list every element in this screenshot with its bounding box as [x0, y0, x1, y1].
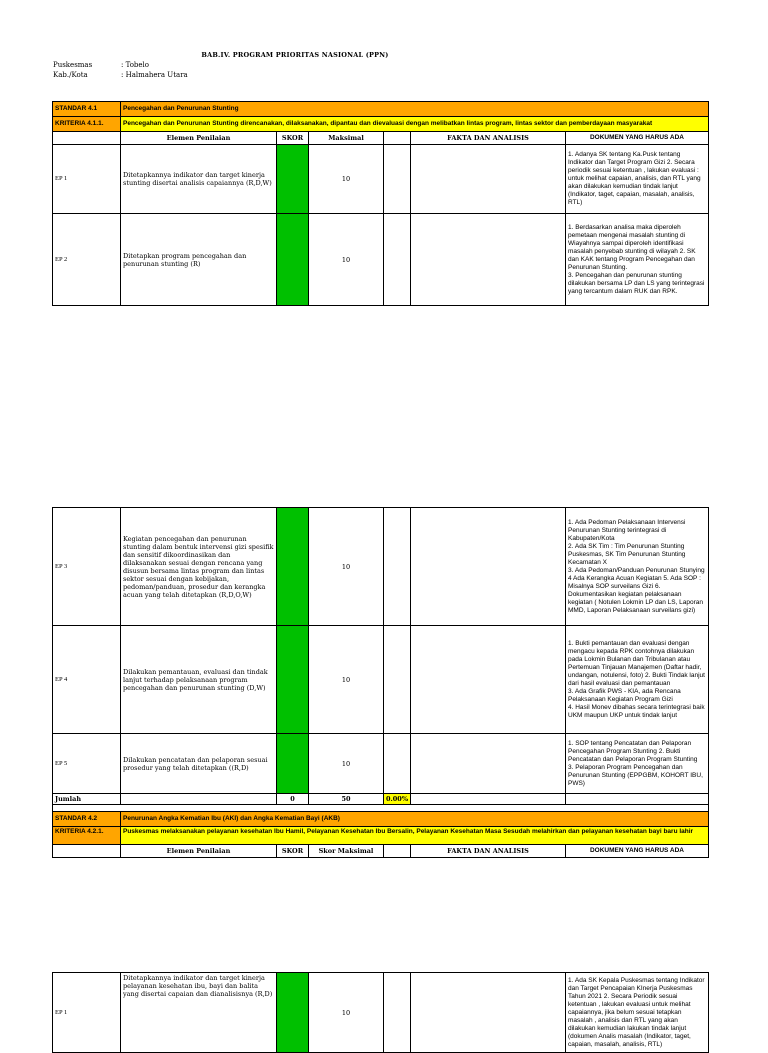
skor-cell[interactable]: [277, 734, 309, 794]
standar-4-1-table: [52, 101, 709, 306]
kriteria-row: [53, 827, 709, 845]
kriteria-code: KRITERIA 4.1.1.: [53, 117, 121, 132]
ep-elemen: Ditetapkannya indikator dan target kinerja pelayanan kesehatan ibu, bayi dan balita yang disertai capaian dan dianalisisnya (R,D): [121, 973, 277, 1053]
header-row: [53, 845, 709, 858]
kriteria-code: KRITERIA 4.2.1.: [53, 827, 121, 845]
nilai-cell[interactable]: [384, 734, 411, 794]
ep-docs: 1. Berdasarkan analisa maka diperoleh pemetaan mengenai masalah stunting di Wiayahnya sampai diperoleh identifikasi masalah penyebab stunting di wilayah 2. SK dan KAK tentang Program Pencegahan dan Penurunan Stunting. 3. Pencegahan dan penurunan stunting dilakukan bersama LP dan LS yang terintegrasi yang tercantum dalam RUK dan RPK.: [566, 214, 709, 306]
kriteria-text: Puskesmas melaksanakan pelayanan kesehatan Ibu Hamil, Pelayanan Kesehatan Ibu Bersalin, Pelayanan Kesehatan Masa Sesudah melahirkan dan pelayanan kesehatan bayi baru lahir: [121, 827, 709, 845]
table-row: [53, 508, 709, 626]
ep-max: 10: [309, 214, 384, 306]
nilai-cell[interactable]: [384, 214, 411, 306]
ep-code: EP 4: [53, 626, 121, 734]
jumlah-skor: 0: [277, 794, 309, 805]
fakta-cell[interactable]: [411, 973, 566, 1053]
fakta-cell[interactable]: [411, 734, 566, 794]
ep-max: 10: [309, 973, 384, 1053]
header-dokumen: DOKUMEN YANG HARUS ADA: [566, 845, 709, 858]
ep-max: 10: [309, 145, 384, 214]
header-row: [53, 132, 709, 145]
header-fakta: FAKTA DAN ANALISIS: [411, 132, 566, 145]
ep-code: EP 3: [53, 508, 121, 626]
table-row: [53, 734, 709, 794]
ep-max: 10: [309, 734, 384, 794]
kriteria-text: Pencegahan dan Penurunan Stunting direncanakan, dilaksanakan, dipantau dan dievaluasi dengan melibatkan lintas program, lintas sektor dan pemberdayaan masyarakat: [121, 117, 709, 132]
jumlah-label: Jumlah: [53, 794, 121, 805]
header-skor-maksimal: Skor Maksimal: [309, 845, 384, 858]
header-fakta: FAKTA DAN ANALISIS: [411, 845, 566, 858]
ep-max: 10: [309, 626, 384, 734]
meta-puskesmas: [53, 61, 149, 69]
ep-docs: 1. Adanya SK tentang Ka.Pusk tentang Indikator dan Target Program Gizi 2. Secara periodik sesuai ketentuan , lakukan evaluasi : untuk melihat capaian, analisis, dan RTL yang akan dilakukan kemudian tindak lanjut (Indikator, taget, capaian, masalah, analisis, RTL): [566, 145, 709, 214]
kab-label: Kab./Kota: [53, 71, 88, 79]
skor-cell[interactable]: [277, 145, 309, 214]
skor-cell[interactable]: [277, 214, 309, 306]
jumlah-max: 50: [309, 794, 384, 805]
table-row: [53, 145, 709, 214]
fakta-cell[interactable]: [411, 508, 566, 626]
ep-code: EP 1: [53, 145, 121, 214]
kriteria-row: [53, 117, 709, 132]
nilai-cell[interactable]: [384, 973, 411, 1053]
kab-value: : Halmahera Utara: [121, 71, 188, 79]
standar-text: Penurunan Angka Kematian Ibu (AKI) dan Angka Kematian Bayi (AKB): [121, 812, 709, 827]
nilai-cell[interactable]: [384, 508, 411, 626]
ep-elemen: Ditetapkannya indikator dan target kinerja stunting disertai analisis capaiannya (R,D,W): [121, 145, 277, 214]
table-row: [53, 214, 709, 306]
ep-elemen: Kegiatan pencegahan dan penurunan stunting dalam bentuk intervensi gizi spesifik dan sensitif dikoordinasikan dan dilaksanakan sesuai dengan rencana yang disusun bersama lintas program dan lintas sektor sesuai dengan kebijakan, pedoman/panduan, prosedur dan kerangka acuan yang telah ditetapkan (R,D,O,W): [121, 508, 277, 626]
standar-code: STANDAR 4.2: [53, 812, 121, 827]
jumlah-row: [53, 794, 709, 805]
nilai-cell[interactable]: [384, 145, 411, 214]
puskesmas-label: Puskesmas: [53, 61, 93, 69]
page-title: BAB.IV. PROGRAM PRIORITAS NASIONAL (PPN): [201, 51, 389, 59]
ep-code: EP 1: [53, 973, 121, 1053]
header-skor: SKOR: [277, 132, 309, 145]
skor-cell[interactable]: [277, 508, 309, 626]
ep-docs: 1. Ada Pedoman Pelaksanaan Intervensi Penurunan Stunting terintegrasi di Kabupaten/Kota 2. Ada SK Tim : Tim Penurunan Stunting Puskesmas, SK Tim Penurunan Stunting Kecamatan X 3. Ada Pedoman/Panduan Penurunan Stunying 4 Ada Kerangka Acuan Kegiatan 5. Ada SOP : Misalnya SOP surveilans Gizi 6. Dokumentasikan kegiatan pelaksanaan kegiatan ( Notulen Lokmin LP dan LS, Laporan MMD, Laporan Pelaksanaan surveilans gizi): [566, 508, 709, 626]
ep-elemen: Dilakukan pemantauan, evaluasi dan tindak lanjut terhadap pelaksanaan program pencegahan dan penurunan stunting (D,W): [121, 626, 277, 734]
skor-cell[interactable]: [277, 626, 309, 734]
table-row: [53, 973, 709, 1053]
nilai-cell[interactable]: [384, 626, 411, 734]
standar-row: [53, 812, 709, 827]
header-dokumen: DOKUMEN YANG HARUS ADA: [566, 132, 709, 145]
meta-kab: [53, 71, 188, 79]
table-row: [53, 626, 709, 734]
ep-max: 10: [309, 508, 384, 626]
ep-docs: 1. SOP tentang Pencatatan dan Pelaporan Pencegahan Program Stunting 2. Bukti Pencatatan dan Pelaporan Program Stunting 3. Pelaporan Program Pencegahan dan Penurunan Stunting (EPPGBM, KOHORT IBU, PWS): [566, 734, 709, 794]
standar-text: Pencegahan dan Penurunan Stunting: [121, 102, 709, 117]
standar-4-1-table-cont: [52, 507, 709, 858]
ep-docs: 1. Ada SK Kepala Puskesmas tentang Indikator dan Target Pencapaian KInerja Puskesmas Tahun 2021 2. Secara Periodik sesuai ketentuan , lakukan evaluasi untuk melihat capaiannya, jika belum sesuai tetapkan masalah , analisis dan RTL yang akan dilakukan kemudian lakukan tindak lanjut (dokumen Analis masalah (Indikator, taget, capaian, masalah, analisis, RTL): [566, 973, 709, 1053]
ep-elemen: Ditetapkan program pencegahan dan penurunan stunting (R): [121, 214, 277, 306]
standar-row: [53, 102, 709, 117]
fakta-cell[interactable]: [411, 145, 566, 214]
header-elemen: Elemen Penilaian: [121, 845, 277, 858]
fakta-cell[interactable]: [411, 214, 566, 306]
header-elemen: Elemen Penilaian: [121, 132, 277, 145]
ep-code: EP 5: [53, 734, 121, 794]
header-maksimal: Maksimal: [309, 132, 384, 145]
jumlah-pct: 0.00%: [384, 794, 411, 805]
standar-code: STANDAR 4.1: [53, 102, 121, 117]
fakta-cell[interactable]: [411, 626, 566, 734]
puskesmas-value: : Tobelo: [121, 61, 149, 69]
ep-code: EP 2: [53, 214, 121, 306]
ep-docs: 1. Bukti pemantauan dan evaluasi dengan mengacu kepada RPK contohnya dilakukan pada Lokmin Bulanan dan Tribulanan atau Pertemuan Tinjauan Manajemen (Daftar hadir, undangan, notulensi, foto) 2. Bukti Tindak lanjut dari hasil evaluasi dan pemantauan 3. Ada Grafik PWS - KIA, ada Rencana Pelaksanaan Kegiatan Program Gizi 4. Hasil Monev dibahas secara terintegrasi baik UKM maupun UKP untuk tindak lanjut: [566, 626, 709, 734]
ep-elemen: Dilakukan pencatatan dan pelaporan sesuai prosedur yang telah ditetapkan ((R,D): [121, 734, 277, 794]
header-skor: SKOR: [277, 845, 309, 858]
skor-cell[interactable]: [277, 973, 309, 1053]
standar-4-2-table: [52, 972, 709, 1053]
